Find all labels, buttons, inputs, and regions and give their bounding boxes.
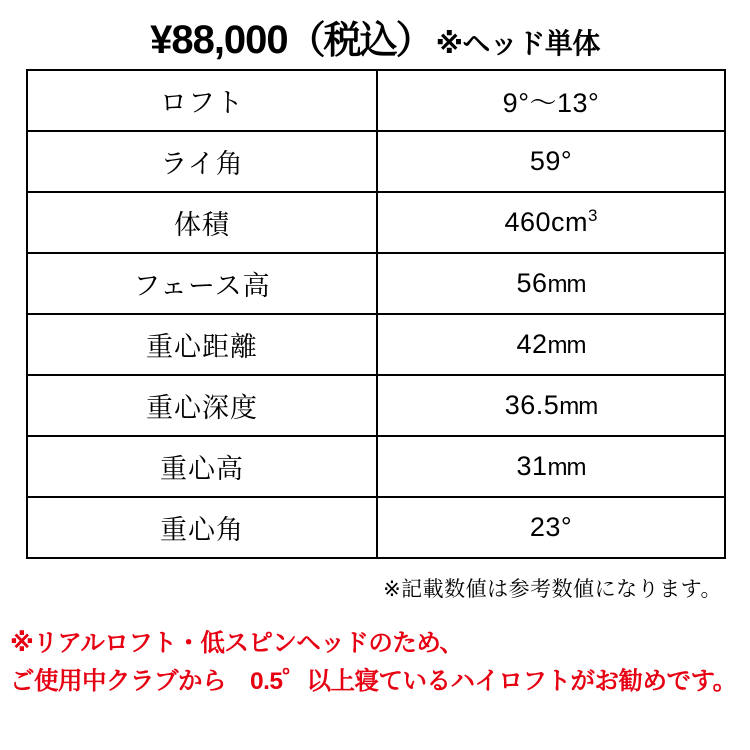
spec-label: 重心深度 xyxy=(27,375,377,436)
spec-table xyxy=(26,69,726,559)
spec-value-unit: mm xyxy=(547,270,586,298)
spec-value xyxy=(377,314,725,375)
spec-value xyxy=(377,192,725,253)
spec-value-unit: mm xyxy=(559,392,598,420)
spec-value-text: 460cm xyxy=(504,207,589,238)
spec-value-text: 56 xyxy=(516,267,548,298)
reference-values-footnote: ※記載数値は参考数値になります。 xyxy=(383,577,722,601)
table-row xyxy=(27,497,725,558)
price-amount: ¥88,000 xyxy=(150,18,288,62)
spec-label: フェース高 xyxy=(27,253,377,314)
spec-value: 59° xyxy=(377,131,725,192)
spec-value-text: 31 xyxy=(516,450,548,481)
spec-value-unit: mm xyxy=(547,453,586,481)
spec-value xyxy=(377,375,725,436)
table-row xyxy=(27,375,725,436)
table-row xyxy=(27,436,725,497)
table-row xyxy=(27,70,725,131)
spec-label: ロフト xyxy=(27,70,377,131)
table-row xyxy=(27,253,725,314)
spec-value-superscript: 3 xyxy=(588,206,598,226)
price-header xyxy=(0,0,750,69)
spec-label: 重心高 xyxy=(27,436,377,497)
spec-label: 体積 xyxy=(27,192,377,253)
warning-line-1: ※リアルロフト・低スピンヘッドのため、 xyxy=(10,629,464,657)
table-row xyxy=(27,131,725,192)
spec-label: ライ角 xyxy=(27,131,377,192)
spec-value-text: 36.5 xyxy=(504,389,560,420)
spec-label: 重心角 xyxy=(27,497,377,558)
price-tax-label: （税込） xyxy=(287,20,432,62)
spec-table-container xyxy=(0,69,750,559)
spec-label: 重心距離 xyxy=(27,314,377,375)
spec-value-unit: mm xyxy=(547,331,586,359)
warning-block xyxy=(0,603,750,701)
spec-value-text: 42 xyxy=(516,328,548,359)
spec-value: 23° xyxy=(377,497,725,558)
spec-value xyxy=(377,253,725,314)
head-only-note: ※ヘッド単体 xyxy=(435,28,600,59)
spec-value xyxy=(377,436,725,497)
spec-value: 9°〜13° xyxy=(377,70,725,131)
warning-line-2: ご使用中クラブから 0.5゜以上寝ているハイロフトがお勧めです。 xyxy=(10,667,737,695)
table-row xyxy=(27,192,725,253)
table-row xyxy=(27,314,725,375)
